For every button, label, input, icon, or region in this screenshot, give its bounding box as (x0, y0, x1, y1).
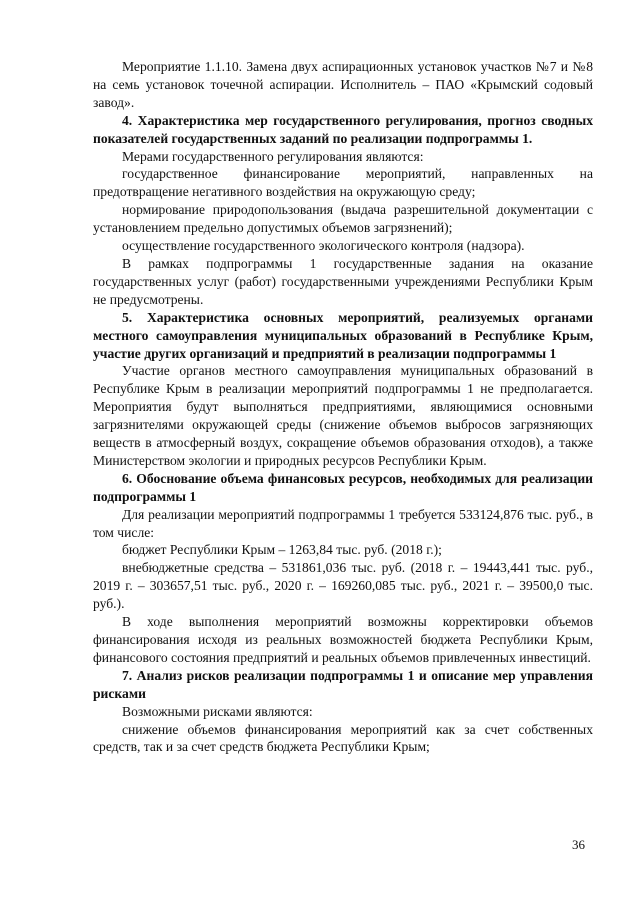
paragraph-measure-1-1-10: Мероприятие 1.1.10. Замена двух аспирационных установок участков №7 и №8 на семь установок точечной аспирации. Исполнитель – ПАО «Крымский содовый завод». (93, 59, 593, 110)
paragraph-state-financing: государственное финансирование мероприятий, направленных на предотвращение негативного воздействия на окружающую среду; (93, 166, 593, 200)
paragraph-crimea-budget: бюджет Республики Крым – 1263,84 тыс. руб. (2018 г.); (122, 542, 442, 558)
section-heading-5: 5. Характеристика основных мероприятий, реализуемых органами местного самоуправления муниципальных образований в Республике Крым, участие других организаций и предприятий в реализации подпрограммы 1 (93, 309, 593, 361)
paragraph-local-government-participation: Участие органов местного самоуправления муниципальных образований в Республике Крым в реализации мероприятий подпрограммы 1 не предполагается. Мероприятия будут выполняться предприятиями, являющимися основными загрязнителями окружающей среды (снижение объемов выбросов загрязняющих веществ в атмосферный воздух, сокращение объемов образования отходов), а также Министерством экологии и природных ресурсов Республики Крым. (93, 363, 593, 468)
page-number: 36 (572, 837, 585, 852)
paragraph-possible-risks: Возможными рисками являются: (122, 703, 313, 719)
paragraph-ecological-control: осуществление государственного экологического контроля (надзора). (122, 238, 525, 254)
paragraph-extrabudgetary-funds: внебюджетные средства – 531861,036 тыс. руб. (2018 г. – 19443,441 тыс. руб., 2019 г. – 303657,51 тыс. руб., 2020 г. – 169260,085 тыс. руб., 2021 г. – 39500,0 тыс. руб.). (93, 560, 593, 612)
paragraph-nature-use-rationing: нормирование природопользования (выдача разрешительной документации с установлением предельно допустимых объемов загрязнений); (93, 202, 593, 236)
section-heading-4: 4. Характеристика мер государственного регулирования, прогноз сводных показателей государственных заданий по реализации подпрограммы 1. (93, 112, 593, 146)
paragraph-funding-reduction-risk: снижение объемов финансирования мероприятий как за счет собственных средств, так и за счет средств бюджета Республики Крым; (93, 721, 593, 755)
paragraph-funding-adjustments: В ходе выполнения мероприятий возможны корректировки объемов финансирования исходя из реальных возможностей бюджета Республики Крым, финансового состояния предприятий и реальных объемов привлеченных инвестиций. (93, 614, 593, 665)
paragraph-total-funding: Для реализации мероприятий подпрограммы 1 требуется 533124,876 тыс. руб., в том числе: (93, 506, 593, 540)
document-body (93, 58, 593, 756)
paragraph-regulation-measures: Мерами государственного регулирования являются: (122, 148, 424, 164)
section-heading-7: 7. Анализ рисков реализации подпрограммы 1 и описание мер управления рисками (93, 667, 593, 701)
section-heading-6: 6. Обоснование объема финансовых ресурсов, необходимых для реализации подпрограммы 1 (93, 470, 593, 504)
paragraph-state-tasks: В рамках подпрограммы 1 государственные задания на оказание государственных услуг (работ) государственными учреждениями Республики Крым не предусмотрены. (93, 255, 593, 307)
